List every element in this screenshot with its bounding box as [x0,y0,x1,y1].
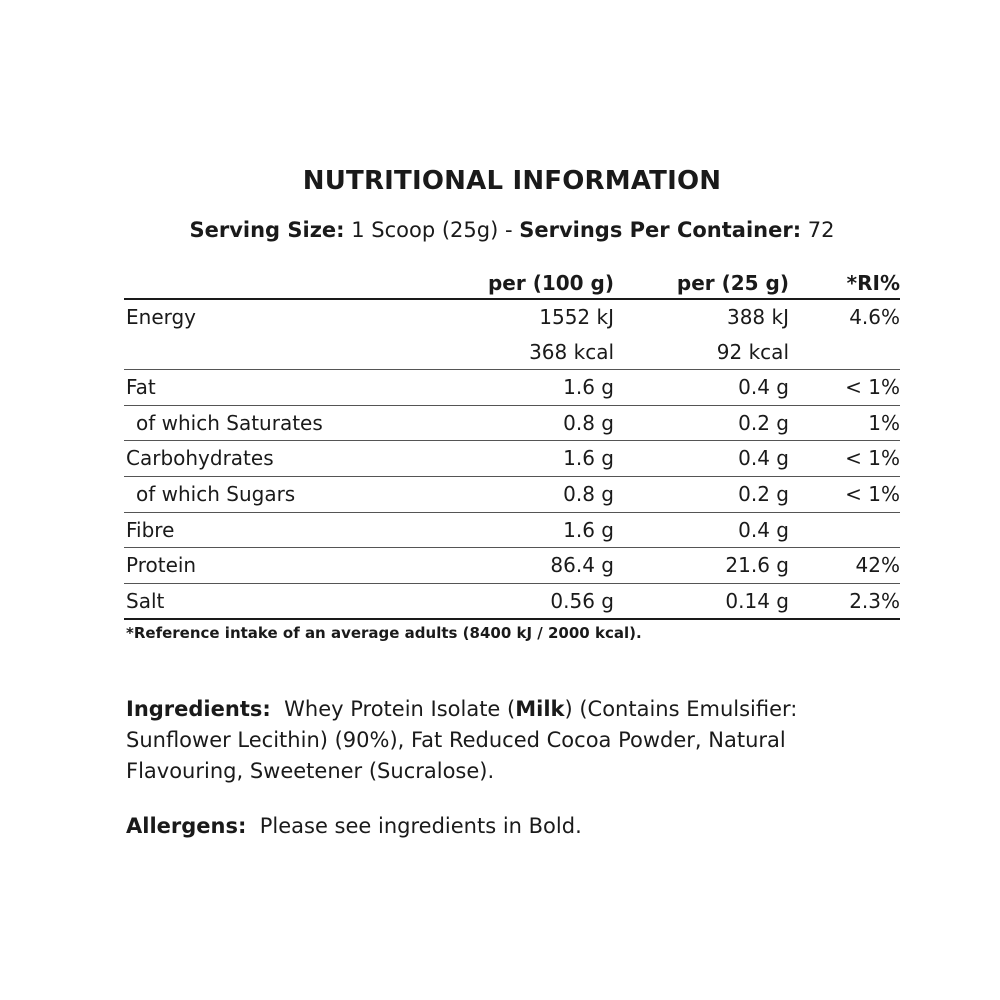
servings-per-container-label: Servings Per Container: [519,218,802,242]
table-row [124,440,900,476]
table-row [124,583,900,621]
ingredients-text-after: ) (Contains Emulsifier: Sunflower Lecithin) (90%), Fat Reduced Cocoa Powder, Natural Flavouring, Sweetener (Sucralose). [126,697,798,783]
table-body [124,298,900,620]
value-per-25g: 0.14 g [725,588,789,613]
value-per-100g: 0.8 g [563,410,614,435]
serving-size-value: 1 Scoop (25g) - [351,218,513,242]
nutrient-name: Energy [126,305,197,329]
footnote: *Reference intake of an average adults (8400 kJ / 2000 kcal). [126,624,642,642]
value-per-25g: 92 kcal [716,339,789,364]
ingredients-label: Ingredients: [126,697,271,721]
value-per-25g: 0.2 g [738,410,789,435]
nutrient-name: Fat [126,375,156,400]
page-title: NUTRITIONAL INFORMATION [302,166,722,196]
header-per-100g: per (100 g) [487,271,614,295]
nutrient-name: Salt [126,588,165,613]
nutrient-name: Carbohydrates [126,446,274,471]
allergens-text: Please see ingredients in Bold. [259,814,582,838]
value-per-100g: 0.56 g [550,588,614,613]
table-row [124,547,900,583]
nutrition-table [124,266,900,620]
table-row [124,335,900,370]
ingredients-section [126,694,900,787]
table-row [124,512,900,548]
value-ri: < 1% [845,375,900,400]
value-ri: 2.3% [849,588,900,613]
table-row [124,405,900,441]
header-per-25g: per (25 g) [676,271,789,295]
nutrient-name: of which Saturates [136,410,323,435]
value-per-100g: 86.4 g [550,553,614,578]
ingredients-allergen-bold: Milk [515,697,565,721]
nutrient-name: of which Sugars [136,481,296,506]
value-per-100g: 1.6 g [563,517,614,542]
value-per-100g: 1552 kJ [539,305,614,329]
value-per-100g: 368 kcal [529,339,614,364]
value-per-25g: 0.4 g [738,517,789,542]
nutrient-name: Protein [126,553,197,578]
value-ri: < 1% [845,481,900,506]
allergens-section [126,814,582,838]
value-ri: 1% [868,410,900,435]
value-per-25g: 0.4 g [738,446,789,471]
table-row [124,298,900,335]
serving-size-label: Serving Size: [189,218,345,242]
allergens-label: Allergens: [126,814,247,838]
value-per-25g: 0.4 g [738,375,789,400]
nutrient-name: Fibre [126,517,175,542]
table-row [124,369,900,405]
serving-info [124,218,900,242]
value-per-100g: 1.6 g [563,375,614,400]
header-ri: *RI% [846,271,900,295]
value-per-25g: 0.2 g [738,481,789,506]
servings-per-container-value: 72 [807,218,835,242]
value-ri: 42% [855,553,900,578]
table-row [124,476,900,512]
ingredients-text-before: Whey Protein Isolate ( [284,697,516,721]
value-per-25g: 21.6 g [725,553,789,578]
table-header-row [124,266,900,298]
value-per-100g: 0.8 g [563,481,614,506]
value-ri: 4.6% [849,305,900,329]
value-per-25g: 388 kJ [726,305,789,329]
value-per-100g: 1.6 g [563,446,614,471]
value-ri: < 1% [845,446,900,471]
